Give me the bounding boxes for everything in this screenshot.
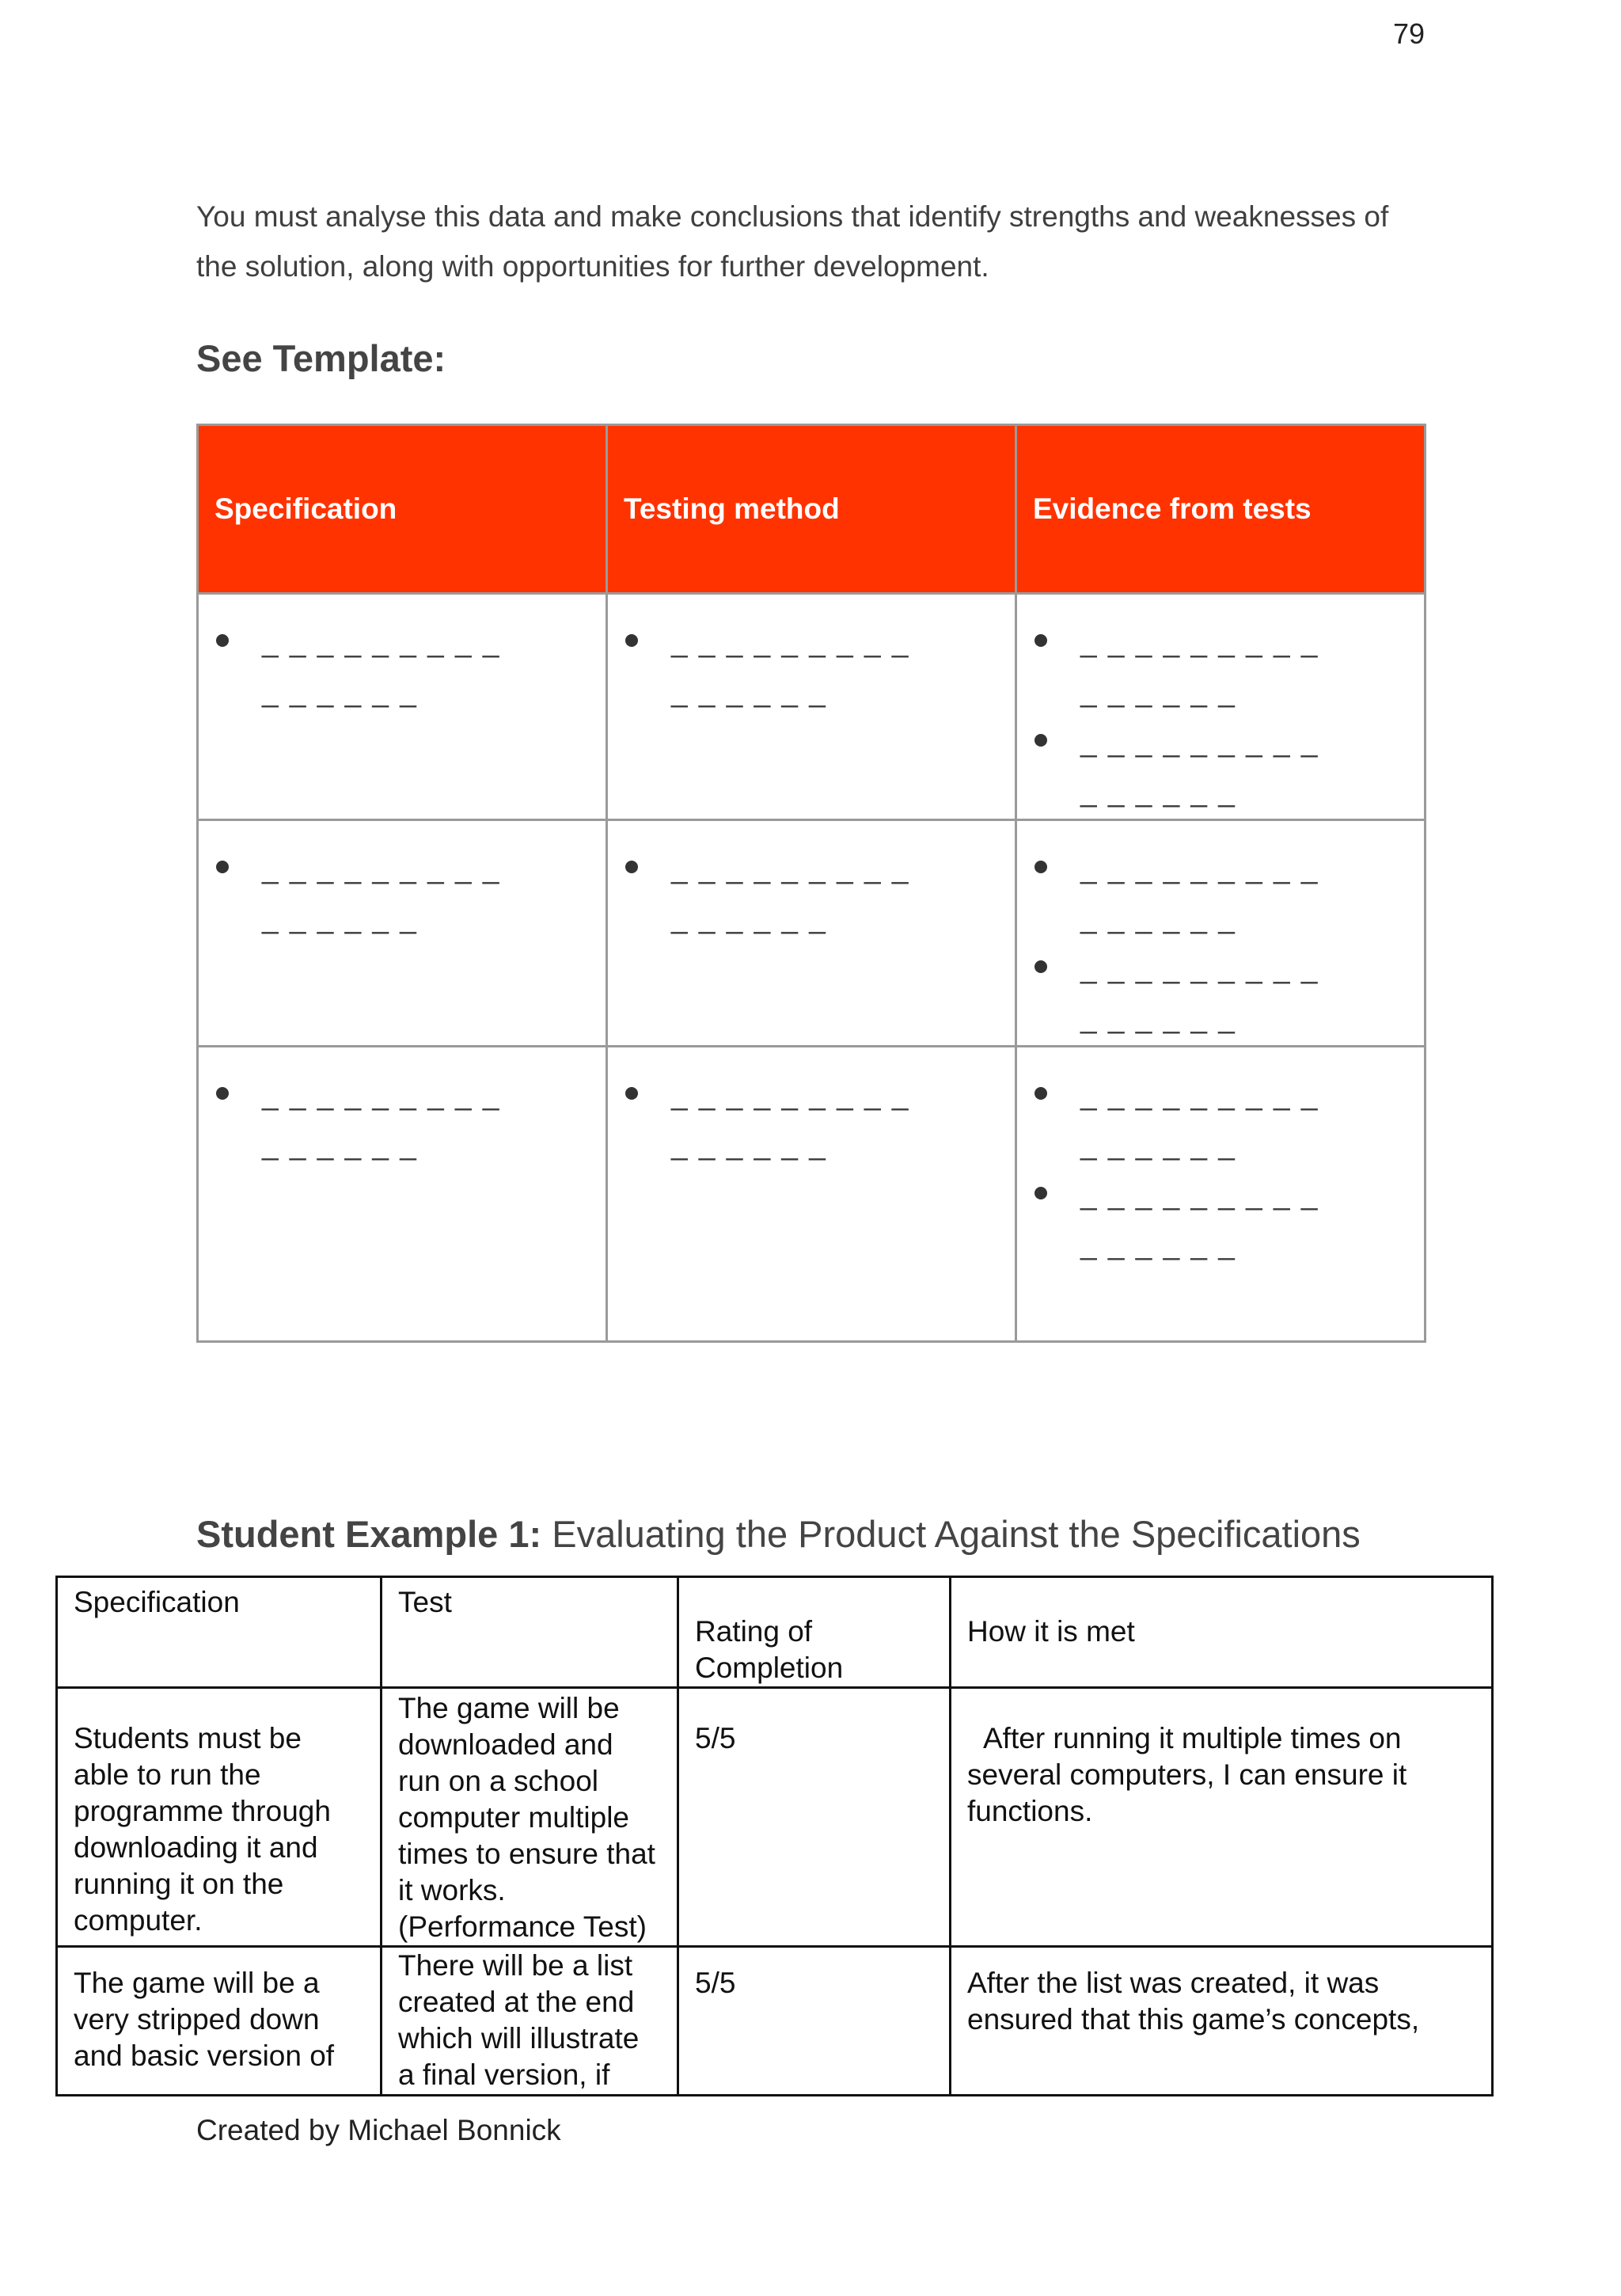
placeholder-item: _ _ _ _ _ _ _ _ _ _ _ _ _ _ _ [671,617,999,717]
template-heading: See Template: [196,337,446,379]
example-row1-rating: 5/5 [678,1688,951,1947]
example-header-rating: Rating of Completion [678,1577,951,1688]
placeholder-item: _ _ _ _ _ _ _ _ _ _ _ _ _ _ _ [1080,617,1408,717]
placeholder-item: _ _ _ _ _ _ _ _ _ _ _ _ _ _ _ [262,1070,590,1169]
template-cell [1016,594,1425,820]
template-header-evidence: Evidence from tests [1016,425,1425,594]
intro-paragraph: You must analyse this data and make conclusions that identify strengths and weaknesses of the solution, along with opportunities for further development. [196,200,1389,283]
example-table [55,1576,1494,2096]
example-header-how-met: How it is met [951,1577,1493,1688]
placeholder-item: _ _ _ _ _ _ _ _ _ _ _ _ _ _ _ [671,843,999,943]
example-row2-rating: 5/5 [678,1947,951,2096]
page-number: 79 [1392,17,1425,50]
placeholder-item: _ _ _ _ _ _ _ _ _ _ _ _ _ _ _ [1080,1070,1408,1169]
placeholder-item: _ _ _ _ _ _ _ _ _ _ _ _ _ _ _ [1080,943,1408,1043]
placeholder-item: _ _ _ _ _ _ _ _ _ _ _ _ _ _ _ [1080,1169,1408,1269]
template-cell [1016,1047,1425,1342]
example-row1-how: After running it multiple times on several computers, I can ensure it functions. [951,1688,1493,1947]
example-row1-spec: Students must be able to run the programme through downloading it and running it on the computer. [57,1688,382,1947]
template-cell [607,594,1016,820]
example-heading [196,1512,1361,1556]
placeholder-item: _ _ _ _ _ _ _ _ _ _ _ _ _ _ _ [671,1070,999,1169]
example-header-specification: Specification [57,1577,382,1688]
example-heading-title: Evaluating the Product Against the Specifications [541,1513,1361,1555]
example-row2-test: There will be a list created at the end which will illustrate a final version, if [382,1947,678,2096]
template-cell [607,820,1016,1047]
example-row2-how: After the list was created, it was ensured that this game’s concepts, [951,1947,1493,2096]
example-row2-spec: The game will be a very stripped down and basic version of [57,1947,382,2096]
template-cell [607,1047,1016,1342]
example-row1-test: The game will be downloaded and run on a school computer multiple times to ensure that it works. (Performance Test) [382,1688,678,1947]
template-cell [1016,820,1425,1047]
placeholder-item: _ _ _ _ _ _ _ _ _ _ _ _ _ _ _ [262,617,590,717]
template-cell [198,820,607,1047]
placeholder-item: _ _ _ _ _ _ _ _ _ _ _ _ _ _ _ [1080,843,1408,943]
template-header-specification: Specification [198,425,607,594]
template-table [196,424,1426,1343]
template-cell [198,594,607,820]
placeholder-item: _ _ _ _ _ _ _ _ _ _ _ _ _ _ _ [1080,717,1408,816]
placeholder-item: _ _ _ _ _ _ _ _ _ _ _ _ _ _ _ [262,843,590,943]
example-header-test: Test [382,1577,678,1688]
footer-credit: Created by Michael Bonnick [196,2114,561,2146]
example-heading-bold: Student Example 1: [196,1513,542,1555]
template-cell [198,1047,607,1342]
template-header-testing-method: Testing method [607,425,1016,594]
